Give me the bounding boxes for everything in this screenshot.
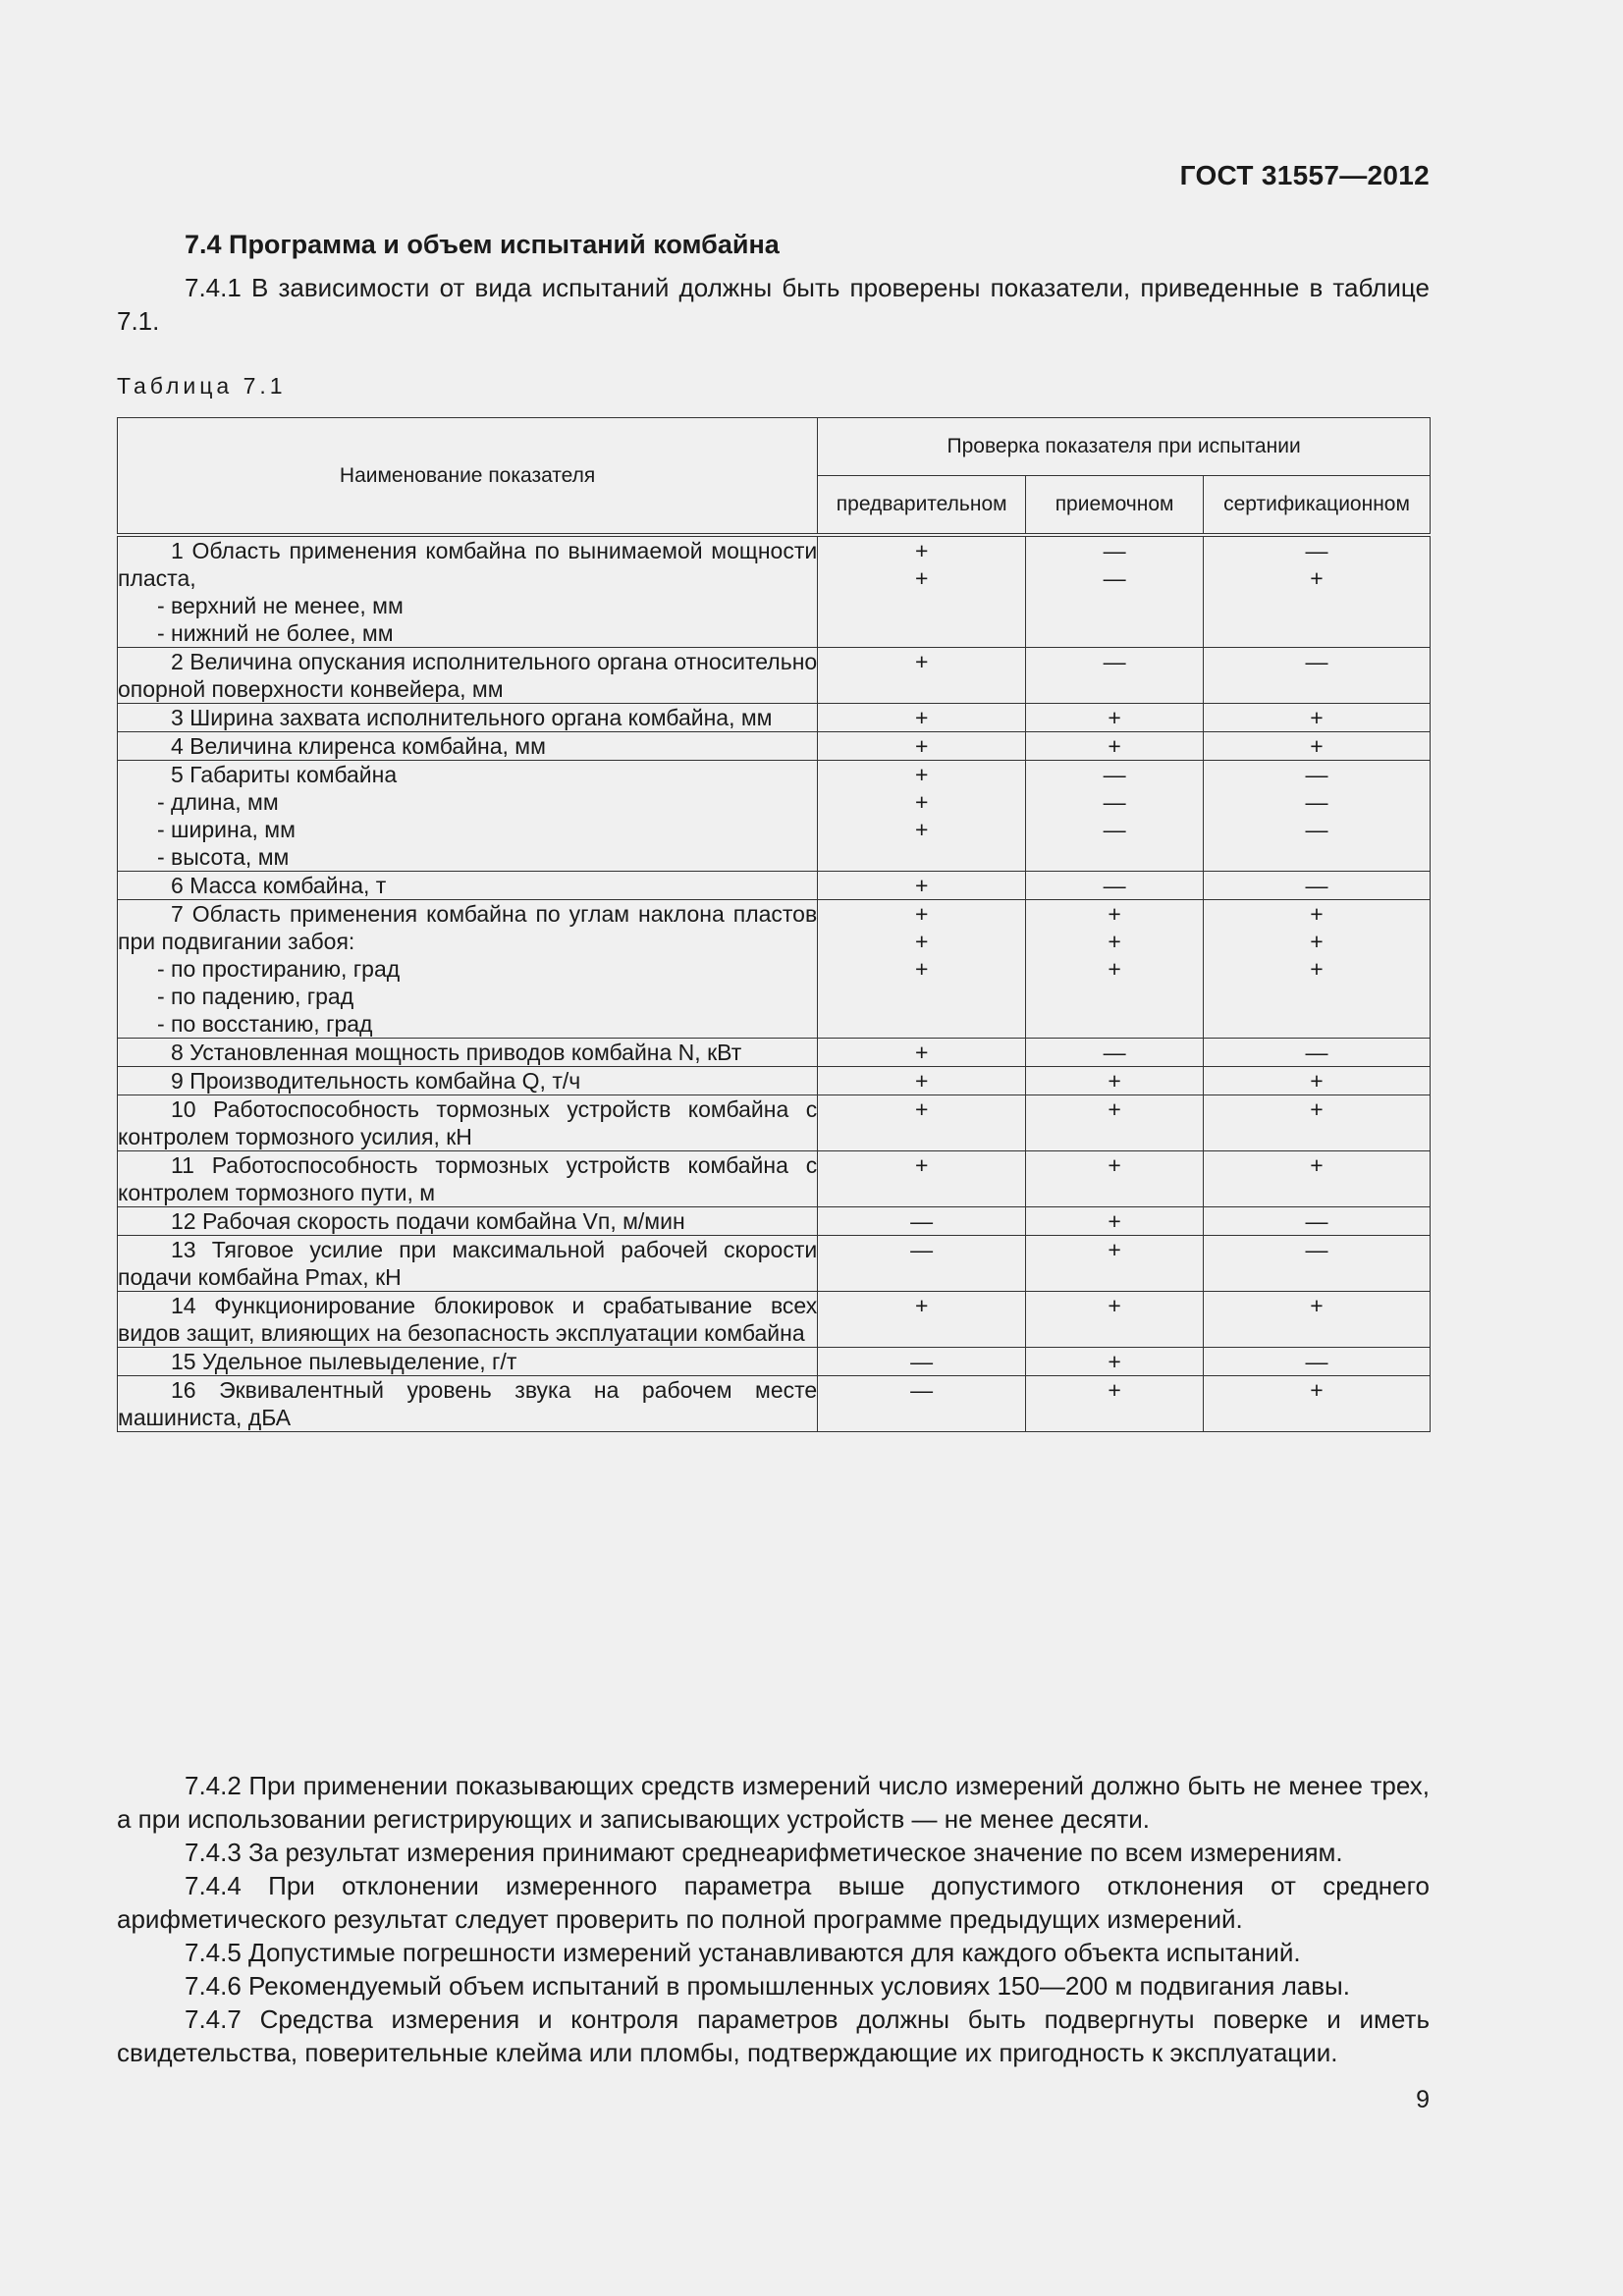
mark-certification: — [1305, 817, 1328, 842]
indicator-name-cell [118, 1207, 818, 1236]
indicator-name: 5 Габариты комбайна [171, 762, 398, 787]
mark-acceptance-cell [1026, 1236, 1204, 1292]
mark-acceptance: + [1108, 1237, 1121, 1262]
indicator-name: 7 Область применения комбайна по углам наклона пластов при подвигании забоя: [118, 901, 818, 954]
indicator-name: 3 Ширина захвата исполнительного органа комбайна, мм [171, 705, 773, 730]
indicator-name-cell [118, 1039, 818, 1067]
indicator-name: 8 Установленная мощность приводов комбайна N, кВт [171, 1040, 742, 1065]
table-row [118, 1376, 1431, 1432]
indicator-sub-item: - верхний не менее, мм [157, 593, 404, 618]
table-row [118, 1039, 1431, 1067]
header-check-group: Проверка показателя при испытании [818, 418, 1431, 476]
paragraph-text: При применении показывающих средств измерений число измерений должно быть не менее трех, а при использовании регистрирующих и записывающих устройств — не менее десяти. [117, 1771, 1430, 1834]
paragraph-number: 7.4.5 [185, 1938, 242, 1967]
mark-acceptance-cell [1026, 872, 1204, 900]
table-row [118, 872, 1431, 900]
mark-preliminary-cell [818, 535, 1026, 648]
mark-preliminary: + [914, 762, 929, 787]
mark-certification: — [1305, 538, 1328, 563]
indicator-sub-item: - по восстанию, град [157, 1011, 373, 1037]
mark-certification: + [1310, 956, 1324, 982]
indicator-name: 16 Эквивалентный уровень звука на рабочем месте машиниста, дБА [118, 1377, 818, 1430]
mark-preliminary: + [914, 929, 929, 954]
mark-preliminary-cell [818, 1095, 1026, 1151]
table-row [118, 1292, 1431, 1348]
mark-acceptance: — [1103, 789, 1126, 815]
mark-acceptance: — [1103, 649, 1126, 674]
document-id: ГОСТ 31557—2012 [1179, 160, 1430, 190]
mark-acceptance-cell [1026, 761, 1204, 872]
mark-preliminary-cell [818, 761, 1026, 872]
mark-preliminary: + [914, 956, 929, 982]
mark-preliminary: + [914, 1152, 929, 1178]
mark-preliminary: — [910, 1377, 934, 1403]
mark-certification-cell [1204, 761, 1431, 872]
paragraph-7-4-7 [117, 2002, 1430, 2069]
mark-preliminary-cell [818, 704, 1026, 732]
mark-preliminary-cell [818, 1348, 1026, 1376]
indicator-sub-item: - нижний не более, мм [157, 620, 394, 646]
indicator-name-cell [118, 1095, 818, 1151]
header-acceptance: приемочном [1026, 476, 1204, 536]
paragraph-7-4-4 [117, 1869, 1430, 1936]
paragraph-7-4-6 [117, 1969, 1430, 2002]
mark-acceptance: + [1108, 705, 1121, 730]
indicator-name: 10 Работоспособность тормозных устройств комбайна с контролем тормозного усилия, кН [118, 1096, 818, 1149]
mark-certification-cell [1204, 900, 1431, 1039]
mark-certification: — [1305, 1040, 1328, 1065]
mark-certification-cell [1204, 1236, 1431, 1292]
mark-preliminary-cell [818, 648, 1026, 704]
table-row [118, 704, 1431, 732]
mark-certification-cell [1204, 732, 1431, 761]
mark-acceptance: — [1103, 565, 1126, 591]
mark-preliminary: — [910, 1208, 934, 1234]
mark-certification-cell [1204, 1067, 1431, 1095]
mark-acceptance: — [1103, 873, 1126, 898]
indicator-sub-item: - высота, мм [157, 844, 290, 870]
indicator-name: 14 Функционирование блокировок и срабатывание всех видов защит, влияющих на безопасность эксплуатации комбайна [118, 1293, 818, 1346]
mark-acceptance: + [1108, 956, 1121, 982]
mark-certification: + [1310, 1152, 1324, 1178]
page-number: 9 [1416, 2086, 1430, 2113]
mark-preliminary: + [914, 1068, 929, 1094]
mark-certification-cell [1204, 872, 1431, 900]
mark-acceptance-cell [1026, 900, 1204, 1039]
mark-acceptance: — [1103, 762, 1126, 787]
paragraph-number: 7.4.6 [185, 1971, 242, 2001]
paragraph-text: Допустимые погрешности измерений устанавливаются для каждого объекта испытаний. [241, 1938, 1301, 1967]
mark-acceptance-cell [1026, 1376, 1204, 1432]
table-row [118, 761, 1431, 872]
mark-preliminary-cell [818, 1151, 1026, 1207]
mark-certification: — [1305, 1208, 1328, 1234]
paragraph-7-4-1 [117, 271, 1430, 338]
mark-preliminary: + [914, 873, 929, 898]
mark-certification-cell [1204, 1039, 1431, 1067]
mark-acceptance: + [1108, 1152, 1121, 1178]
paragraph-number: 7.4.2 [185, 1771, 242, 1800]
mark-preliminary: + [914, 649, 929, 674]
indicator-sub-item: - по простиранию, град [157, 956, 401, 982]
mark-certification: — [1305, 1349, 1328, 1374]
mark-acceptance: + [1108, 1293, 1121, 1318]
mark-acceptance: — [1103, 538, 1126, 563]
indicator-name: 1 Область применения комбайна по вынимаемой мощности пласта, [118, 538, 818, 591]
indicator-name-cell [118, 900, 818, 1039]
indicator-name: 15 Удельное пылевыделение, г/т [171, 1349, 517, 1374]
paragraph-7-4-3 [117, 1836, 1430, 1869]
paragraph-number: 7.4.3 [185, 1838, 242, 1867]
mark-preliminary: + [914, 538, 929, 563]
mark-certification: — [1305, 789, 1328, 815]
mark-preliminary-cell [818, 732, 1026, 761]
table-row [118, 1348, 1431, 1376]
indicator-name: 11 Работоспособность тормозных устройств комбайна с контролем тормозного пути, м [118, 1152, 818, 1205]
mark-preliminary: + [914, 1096, 929, 1122]
table-caption: Таблица 7.1 [117, 373, 287, 399]
paragraph-text: В зависимости от вида испытаний должны быть проверены показатели, приведенные в таблице 7.1. [117, 273, 1430, 336]
table-body [118, 535, 1431, 1432]
mark-acceptance-cell [1026, 1348, 1204, 1376]
paragraph-number: 7.4.7 [185, 2004, 242, 2034]
mark-certification-cell [1204, 704, 1431, 732]
indicator-name: 9 Производительность комбайна Q, т/ч [171, 1068, 581, 1094]
mark-certification: + [1310, 1068, 1324, 1094]
mark-certification-cell [1204, 1095, 1431, 1151]
mark-acceptance-cell [1026, 1095, 1204, 1151]
table-row [118, 1236, 1431, 1292]
mark-certification: + [1310, 565, 1324, 591]
paragraph-number: 7.4.4 [185, 1871, 242, 1900]
mark-preliminary-cell [818, 1067, 1026, 1095]
mark-certification-cell [1204, 1376, 1431, 1432]
mark-certification-cell [1204, 648, 1431, 704]
indicator-name: 12 Рабочая скорость подачи комбайна Vп, м/мин [171, 1208, 685, 1234]
indicator-name: 13 Тяговое усилие при максимальной рабочей скорости подачи комбайна Pmax, кН [118, 1237, 818, 1290]
mark-preliminary-cell [818, 1236, 1026, 1292]
mark-preliminary: + [914, 901, 929, 927]
mark-preliminary: + [914, 705, 929, 730]
indicator-sub-item: - ширина, мм [157, 817, 296, 842]
indicator-name-cell [118, 648, 818, 704]
mark-acceptance-cell [1026, 535, 1204, 648]
indicator-name-cell [118, 704, 818, 732]
mark-preliminary-cell [818, 900, 1026, 1039]
mark-acceptance-cell [1026, 1292, 1204, 1348]
mark-acceptance-cell [1026, 648, 1204, 704]
mark-acceptance-cell [1026, 704, 1204, 732]
table-row [118, 1067, 1431, 1095]
section-title: 7.4 Программа и объем испытаний комбайна [185, 230, 780, 259]
mark-acceptance: + [1108, 1349, 1121, 1374]
mark-certification: + [1310, 705, 1324, 730]
table-row [118, 732, 1431, 761]
header-indicator-name: Наименование показателя [118, 418, 818, 536]
paragraph-text: Рекомендуемый объем испытаний в промышленных условиях 150—200 м подвигания лавы. [241, 1971, 1350, 2001]
mark-preliminary-cell [818, 1207, 1026, 1236]
mark-preliminary: — [910, 1349, 934, 1374]
indicator-name-cell [118, 1151, 818, 1207]
indicator-name-cell [118, 1067, 818, 1095]
mark-preliminary: + [914, 789, 929, 815]
paragraph-7-4-5 [117, 1936, 1430, 1969]
mark-acceptance: + [1108, 1377, 1121, 1403]
table-row [118, 1095, 1431, 1151]
mark-acceptance: + [1108, 1068, 1121, 1094]
mark-certification: + [1310, 733, 1324, 759]
mark-preliminary: + [914, 817, 929, 842]
table-row [118, 648, 1431, 704]
mark-certification: + [1310, 1293, 1324, 1318]
paragraph-text: При отклонении измеренного параметра выше допустимого отклонения от среднего арифметического результат следует проверить по полной программе предыдущих измерений. [117, 1871, 1430, 1934]
indicator-table [117, 417, 1431, 1432]
indicator-name: 2 Величина опускания исполнительного органа относительно опорной поверхности конвейера, мм [118, 649, 818, 702]
mark-acceptance-cell [1026, 1067, 1204, 1095]
mark-certification: + [1310, 901, 1324, 927]
indicator-name-cell [118, 535, 818, 648]
table-row [118, 900, 1431, 1039]
mark-preliminary: — [910, 1237, 934, 1262]
mark-preliminary-cell [818, 1292, 1026, 1348]
indicator-name-cell [118, 1376, 818, 1432]
mark-certification-cell [1204, 1151, 1431, 1207]
mark-acceptance-cell [1026, 1151, 1204, 1207]
mark-acceptance-cell [1026, 732, 1204, 761]
mark-certification-cell [1204, 1207, 1431, 1236]
mark-preliminary-cell [818, 1039, 1026, 1067]
mark-certification: — [1305, 1237, 1328, 1262]
indicator-name-cell [118, 1292, 818, 1348]
mark-preliminary: + [914, 733, 929, 759]
indicator-name-cell [118, 761, 818, 872]
paragraph-7-4-2 [117, 1769, 1430, 1836]
indicator-name: 6 Масса комбайна, т [171, 873, 387, 898]
mark-acceptance: — [1103, 1040, 1126, 1065]
header-certification: сертификационном [1204, 476, 1431, 536]
mark-acceptance: + [1108, 1096, 1121, 1122]
table-row [118, 1207, 1431, 1236]
mark-certification: + [1310, 929, 1324, 954]
mark-acceptance: + [1108, 1208, 1121, 1234]
indicator-sub-item: - длина, мм [157, 789, 279, 815]
mark-acceptance: + [1108, 929, 1121, 954]
header-preliminary: предварительном [818, 476, 1026, 536]
mark-acceptance-cell [1026, 1207, 1204, 1236]
mark-certification-cell [1204, 1292, 1431, 1348]
mark-certification-cell [1204, 535, 1431, 648]
mark-certification: — [1305, 873, 1328, 898]
mark-certification-cell [1204, 1348, 1431, 1376]
paragraph-number: 7.4.1 [185, 273, 242, 302]
indicator-name-cell [118, 732, 818, 761]
mark-preliminary: + [914, 565, 929, 591]
table-row [118, 535, 1431, 648]
mark-certification: + [1310, 1096, 1324, 1122]
mark-acceptance-cell [1026, 1039, 1204, 1067]
mark-certification: — [1305, 762, 1328, 787]
mark-certification: + [1310, 1377, 1324, 1403]
indicator-sub-item: - по падению, град [157, 984, 354, 1009]
paragraph-text: Средства измерения и контроля параметров должны быть подвергнуты поверке и иметь свидетельства, поверительные клейма или пломбы, подтверждающие их пригодность к эксплуатации. [117, 2004, 1430, 2067]
mark-preliminary-cell [818, 872, 1026, 900]
indicator-name: 4 Величина клиренса комбайна, мм [171, 733, 546, 759]
indicator-name-cell [118, 1236, 818, 1292]
mark-preliminary: + [914, 1293, 929, 1318]
table-row [118, 1151, 1431, 1207]
mark-preliminary-cell [818, 1376, 1026, 1432]
mark-certification: — [1305, 649, 1328, 674]
mark-acceptance: + [1108, 733, 1121, 759]
mark-acceptance: — [1103, 817, 1126, 842]
indicator-name-cell [118, 872, 818, 900]
indicator-name-cell [118, 1348, 818, 1376]
paragraph-text: За результат измерения принимают среднеарифметическое значение по всем измерениям. [241, 1838, 1343, 1867]
mark-preliminary: + [914, 1040, 929, 1065]
mark-acceptance: + [1108, 901, 1121, 927]
